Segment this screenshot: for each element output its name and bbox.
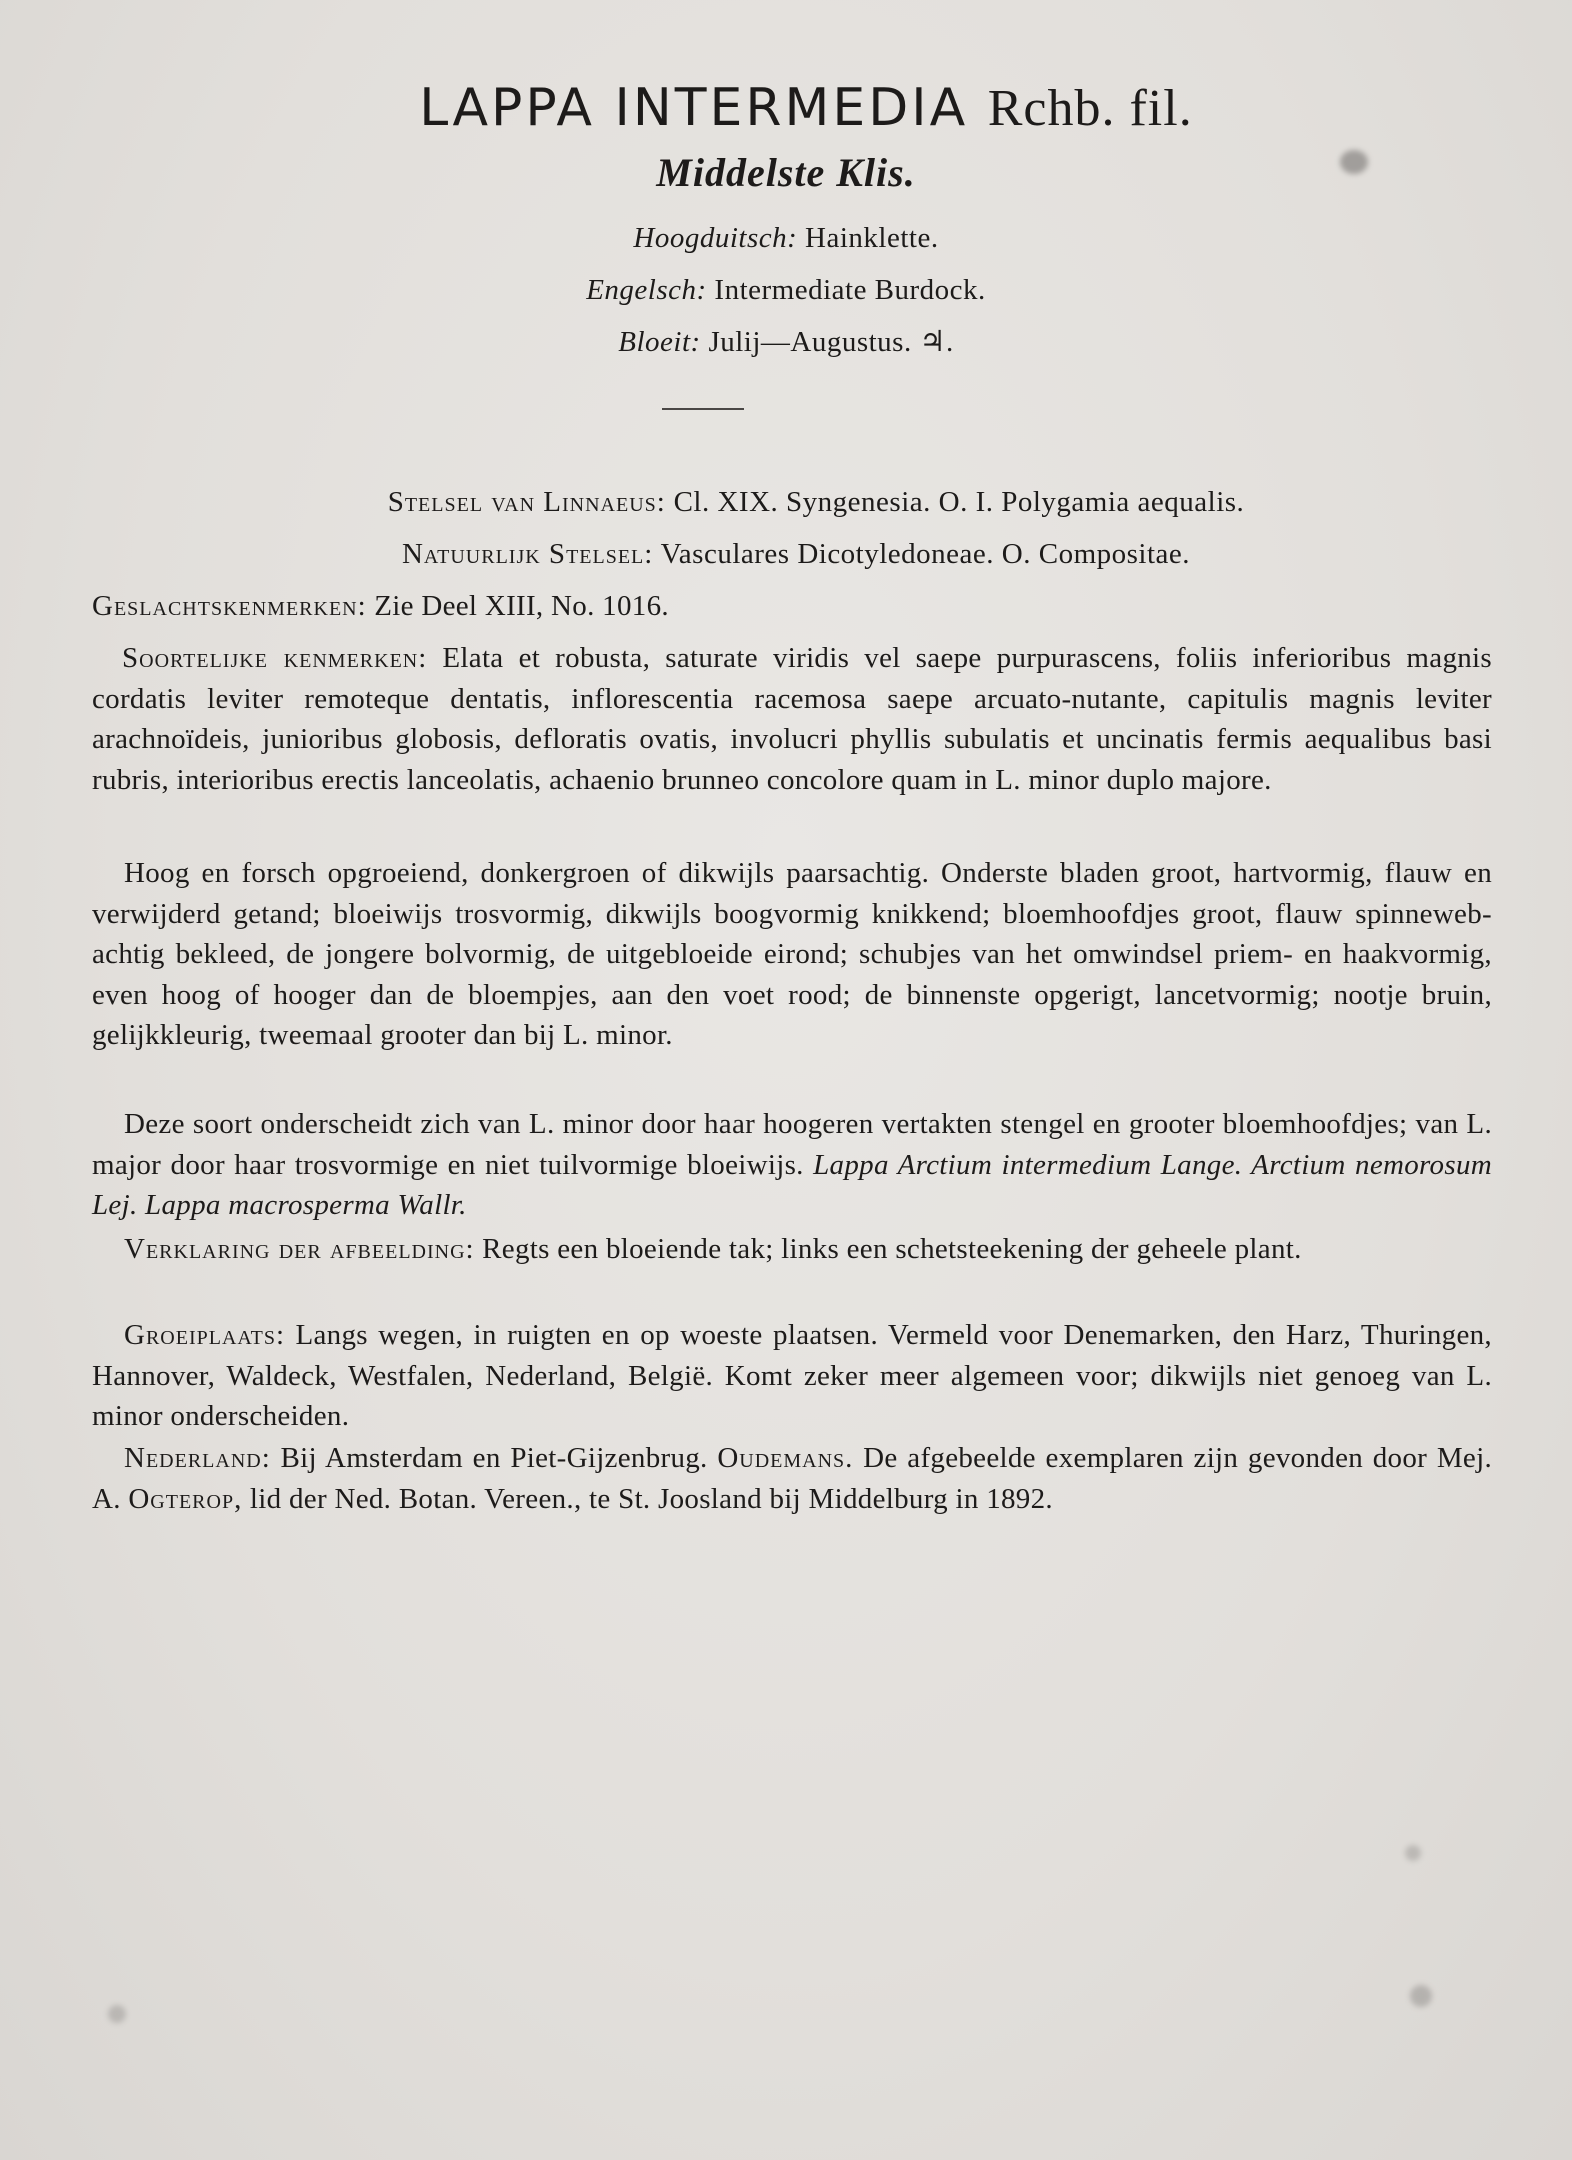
natural-system-line — [10, 538, 1572, 571]
page-stain — [1410, 1985, 1432, 2007]
genus-characters — [92, 586, 1492, 627]
description-paragraph — [92, 853, 1492, 1056]
collector-name-ogterop: Ogterop, — [128, 1482, 243, 1515]
distinction-paragraph — [92, 1104, 1492, 1226]
species-name: LAPPA INTERMEDIA — [419, 78, 969, 138]
species-author: Rchb. fil. — [987, 80, 1193, 137]
habitat-value: Langs wegen, in ruigten en op woeste plaatsen. Vermeld voor Denemarken, den Harz, Thuringen, Hannover, Waldeck, Westfalen, Nederland, België. Komt zeker meer algemeen voor; dikwijls niet genoeg van L. minor onderscheiden. — [92, 1319, 1492, 1432]
netherlands-text-1: Bij Amsterdam en Piet-Gijzenbrug. — [280, 1442, 708, 1474]
dutch-common-name: Middelste Klis. — [656, 150, 916, 195]
english-name: Intermediate Burdock. — [714, 274, 986, 306]
page-stain — [1405, 1845, 1421, 1861]
flowering-value: Julij—Augustus. ♃. — [708, 326, 954, 358]
flowering-label: Bloeit: — [618, 326, 701, 358]
linnaeus-value: Cl. XIX. Syngenesia. O. I. Polygamia aequalis. — [673, 486, 1245, 518]
distinction-text: Deze soort onderscheidt zich van L. minor door haar hoogeren vertakten stengel en grooter bloemhoofdjes; van L. major door haar trosvormige en niet tuilvormige bloeiwijs. — [92, 1108, 1492, 1181]
netherlands-paragraph — [92, 1438, 1492, 1519]
linnaeus-system-line — [30, 486, 1572, 519]
netherlands-text-2: De afgebeelde exemplaren zijn gevonden door Mej. A. — [92, 1442, 1492, 1515]
habitat-paragraph — [92, 1315, 1492, 1437]
english-label: Engelsch: — [586, 274, 707, 306]
flowering-line — [0, 316, 1572, 368]
synonyms-text: Lappa Arctium intermedium Lange. Arctium nemorosum Lej. Lappa macrosperma Wallr. — [92, 1148, 1492, 1221]
explanation-label: Verklaring der afbeelding: — [124, 1233, 475, 1265]
genus-value: Zie Deel XIII, No. 1016. — [374, 590, 669, 622]
habitat-label: Groeiplaats: — [124, 1319, 286, 1351]
genus-label: Geslachtskenmerken: — [92, 590, 367, 622]
title-block — [0, 75, 1572, 368]
description-text: Hoog en forsch opgroeiend, donkergroen of dikwijls paarsachtig. Onderste bladen groot, hartvormig, flauw en verwijderd getand; bloeiwijs trosvormig, dikwijls boogvormig knikkend; bloemhoofdjes groot, flauw spinneweb-achtig bekleed, de jongere bolvormig, de uitgebloeide eirond; schubjes van het omwindsel priem- en haakvormig, even hoog of hooger dan de bloempjes, aan den voet rood; de binnenste opgerigt, lancetvormig; nootje bruin, gelijkkleurig, tweemaal grooter dan bij L. minor. — [92, 857, 1492, 1051]
natural-label: Natuurlijk Stelsel: — [401, 538, 654, 570]
section-divider — [662, 408, 744, 410]
natural-value: Vasculares Dicotyledoneae. O. Compositae. — [660, 538, 1191, 570]
english-name-line — [0, 264, 1572, 316]
species-label: Soortelijke kenmerken: — [122, 642, 428, 674]
species-title — [20, 75, 1572, 142]
species-characters — [92, 638, 1492, 800]
german-name-line — [0, 212, 1572, 264]
netherlands-text-3: lid der Ned. Botan. Vereen., te St. Joosland bij Middelburg in 1892. — [249, 1482, 1053, 1515]
page-stain — [108, 2005, 126, 2023]
explanation-value: Regts een bloeiende tak; links een schetsteekening der geheele plant. — [482, 1233, 1302, 1265]
linnaeus-label: Stelsel van Linnaeus: — [387, 486, 666, 518]
species-value: Elata et robusta, saturate viridis vel saepe purpurascens, foliis inferioribus magnis cordatis leviter remoteque dentatis, inflorescentia racemosa saepe arcuato-nutante, capitulis magnis leviter arachnoïdeis, junioribus globosis, defloratis ovatis, involucri phyllis subulatis et uncinatis fermis aequalibus basi rubris, interioribus erectis lanceolatis, achaenio brunneo concolore quam in L. minor duplo majore. — [92, 642, 1492, 796]
german-name: Hainklette. — [805, 222, 939, 254]
german-label: Hoogduitsch: — [633, 222, 798, 254]
explanation-paragraph — [92, 1229, 1492, 1270]
netherlands-label: Nederland: — [124, 1442, 271, 1474]
collector-name-oudemans: Oudemans. — [717, 1442, 854, 1474]
